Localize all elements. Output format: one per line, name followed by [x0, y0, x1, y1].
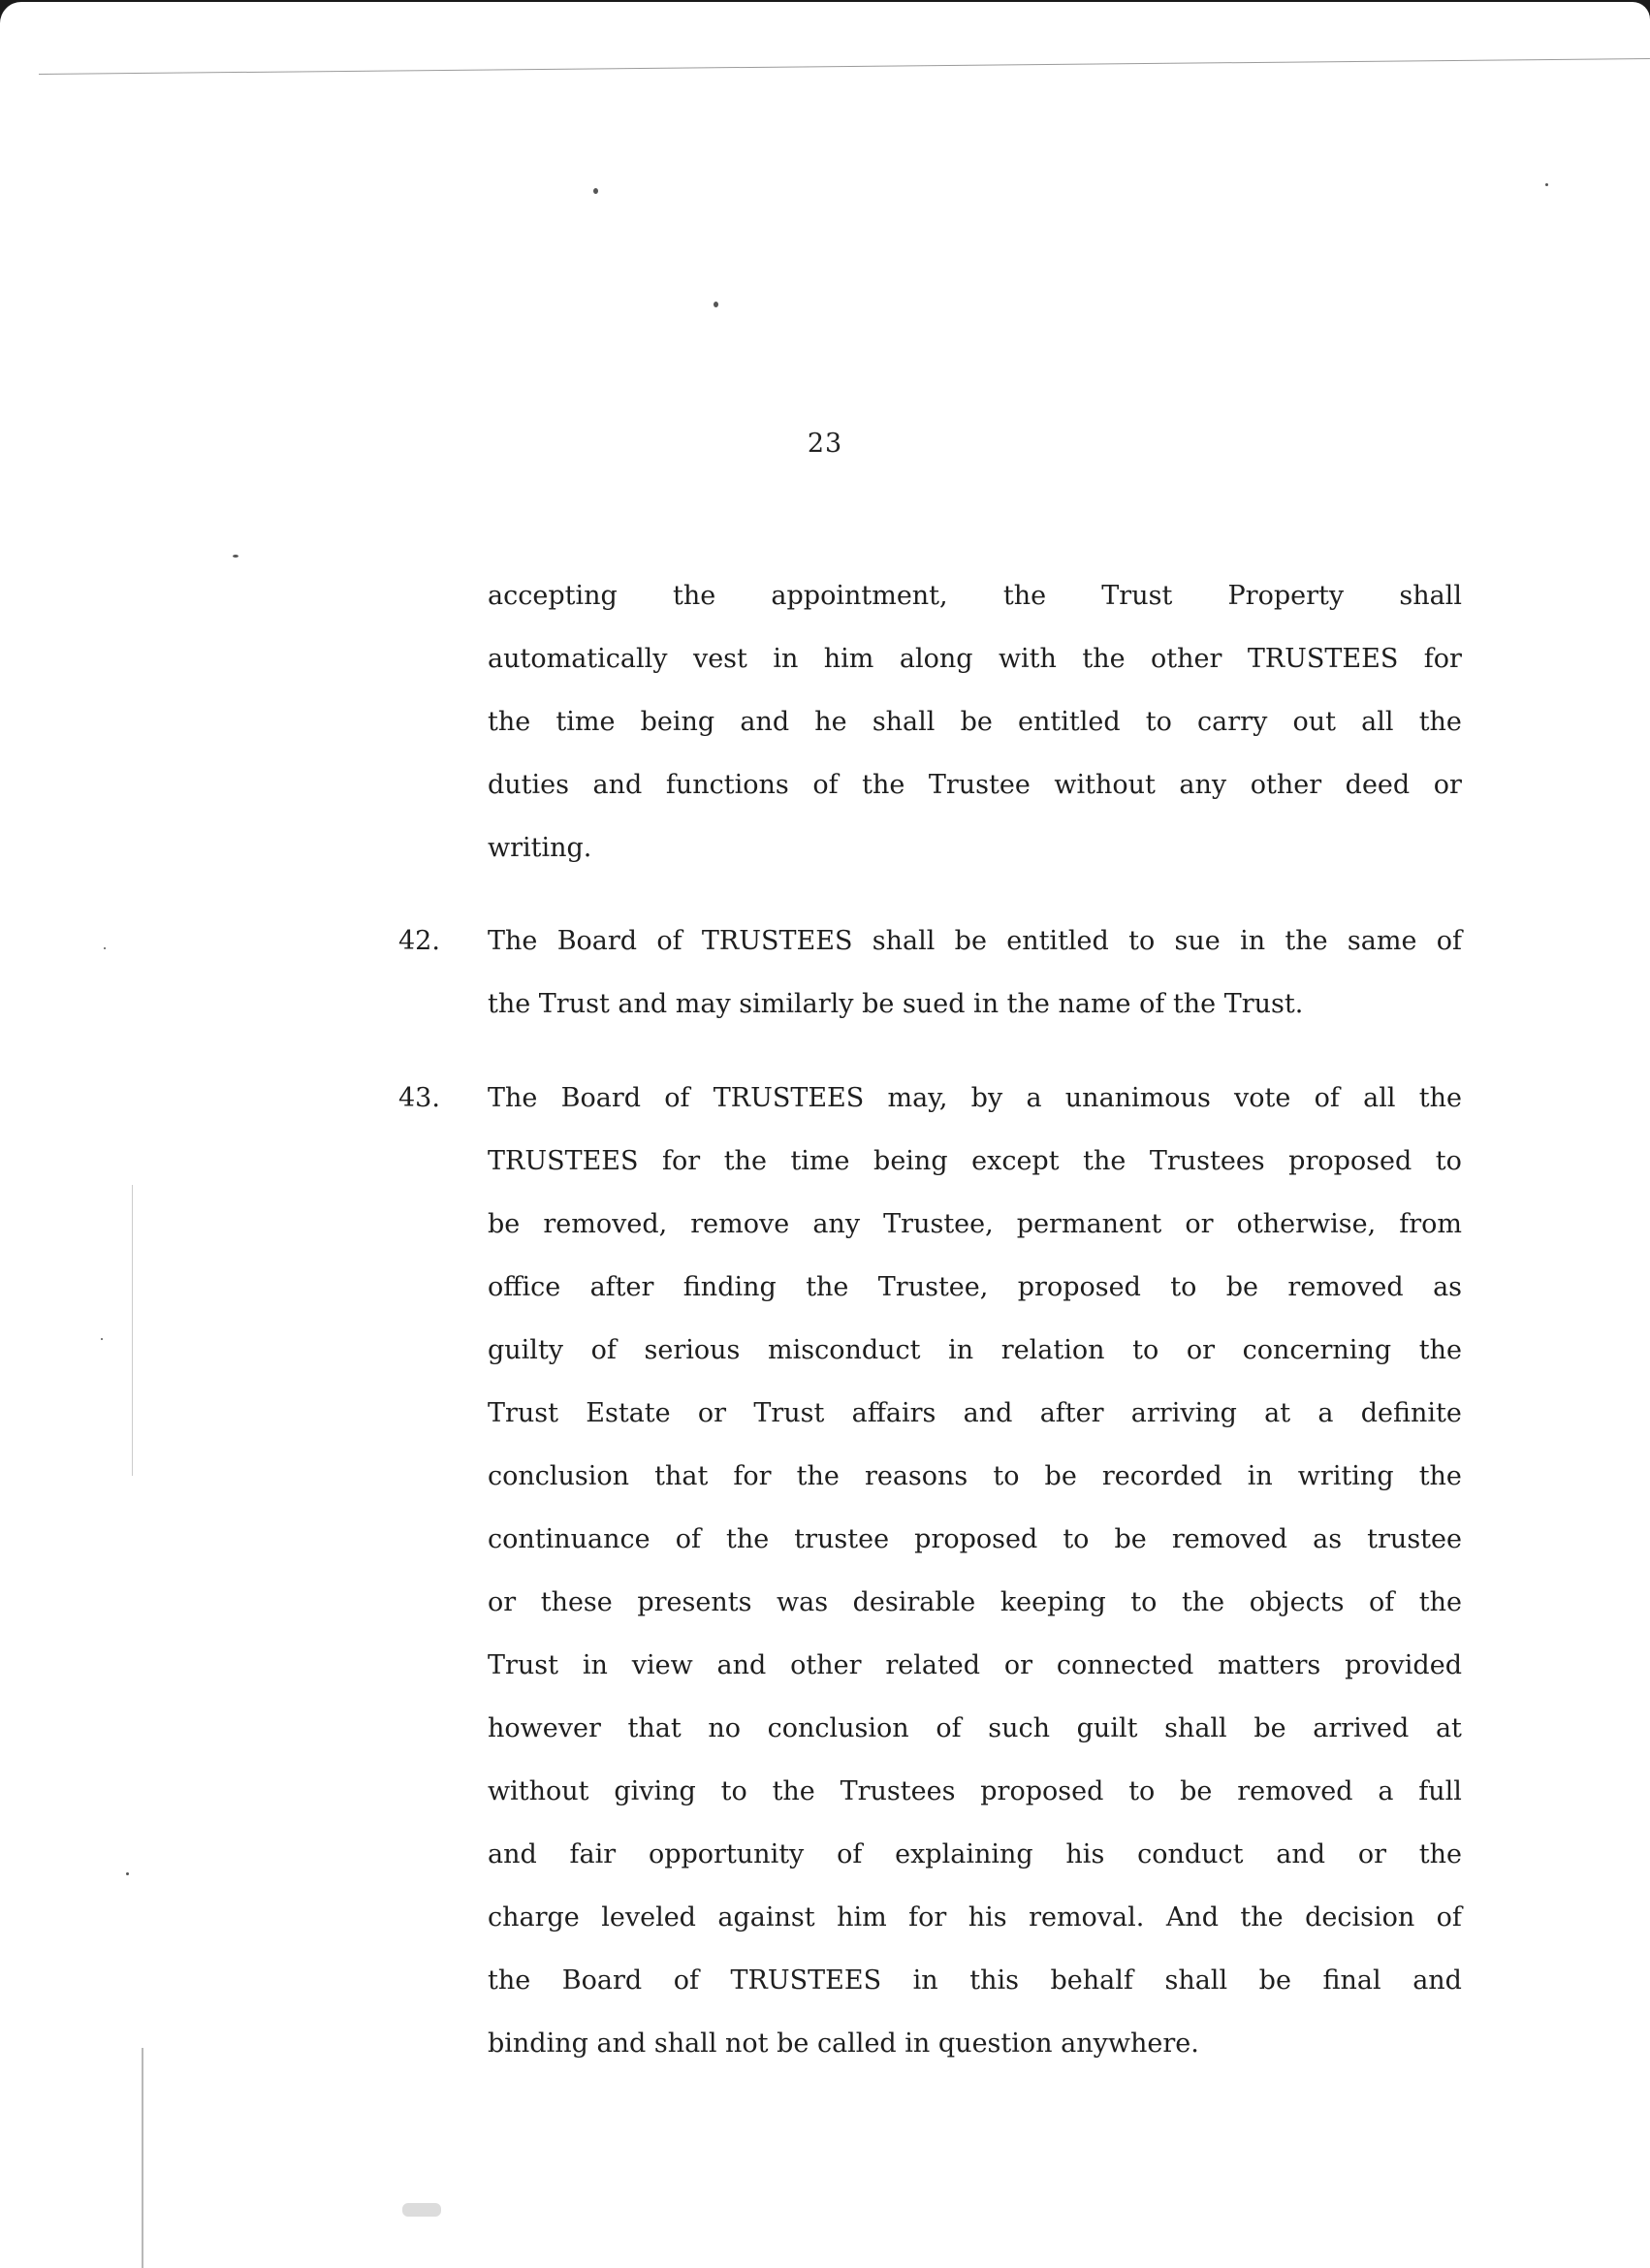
- text-line: guilty of serious misconduct in relation to or concerning the: [488, 1335, 1462, 1365]
- scan-speck: [593, 188, 598, 194]
- scan-speck: [233, 555, 238, 558]
- scan-artifact-line: [39, 58, 1650, 75]
- text-line: office after finding the Trustee, proposed to be removed as: [488, 1272, 1463, 1302]
- scan-speck: [126, 1872, 129, 1875]
- scan-speck: [1545, 183, 1548, 186]
- text-line: the time being and he shall be entitled to carry out all the: [488, 707, 1462, 737]
- text-line: however that no conclusion of such guilt shall be arrived at: [488, 1713, 1462, 1743]
- margin-scan-mark: [402, 2203, 441, 2217]
- text-line: automatically vest in him along with the other TRUSTEES for: [488, 644, 1462, 674]
- text-line: charge leveled against him for his removal. And the decision of: [488, 1902, 1462, 1933]
- scan-speck: [101, 1338, 103, 1340]
- text-line: continuance of the trustee proposed to be removed as trustee: [488, 1524, 1462, 1554]
- text-line: Trust in view and other related or connected matters provided: [488, 1650, 1462, 1680]
- margin-scan-mark: [142, 2048, 143, 2268]
- text-line: binding and shall not be called in question anywhere.: [488, 2028, 1199, 2059]
- text-line: duties and functions of the Trustee without any other deed or: [488, 770, 1462, 800]
- text-line: conclusion that for the reasons to be recorded in writing the: [488, 1461, 1462, 1491]
- text-line: or these presents was desirable keeping to the objects of the: [488, 1587, 1462, 1617]
- text-line: without giving to the Trustees proposed to be removed a full: [488, 1776, 1462, 1806]
- page-number: 23: [807, 429, 843, 459]
- scan-speck: [714, 302, 718, 307]
- clause-number: 43.: [398, 1083, 440, 1113]
- text-line: be removed, remove any Trustee, permanent or otherwise, from: [488, 1209, 1462, 1239]
- clause-number: 42.: [398, 926, 440, 956]
- text-line: the Board of TRUSTEES in this behalf shall be final and: [488, 1965, 1462, 1996]
- clause-43-text: [488, 1067, 1462, 2075]
- continuation-paragraph: [488, 564, 1462, 879]
- text-line: Trust Estate or Trust affairs and after arriving at a definite: [488, 1398, 1462, 1428]
- text-line: the Trust and may similarly be sued in the name of the Trust.: [488, 989, 1304, 1019]
- scan-speck: [104, 947, 106, 949]
- text-line: and fair opportunity of explaining his conduct and or the: [488, 1839, 1462, 1869]
- text-line: writing.: [488, 833, 592, 863]
- margin-scan-mark: [132, 1185, 133, 1476]
- clause-42-text: [488, 910, 1462, 1036]
- text-line: TRUSTEES for the time being except the Trustees proposed to: [488, 1146, 1462, 1176]
- text-line: The Board of TRUSTEES shall be entitled to sue in the same of: [488, 926, 1462, 956]
- scanned-document-page: [0, 2, 1650, 2268]
- text-line: accepting the appointment, the Trust Property shall: [488, 581, 1462, 611]
- text-line: The Board of TRUSTEES may, by a unanimous vote of all the: [488, 1083, 1462, 1113]
